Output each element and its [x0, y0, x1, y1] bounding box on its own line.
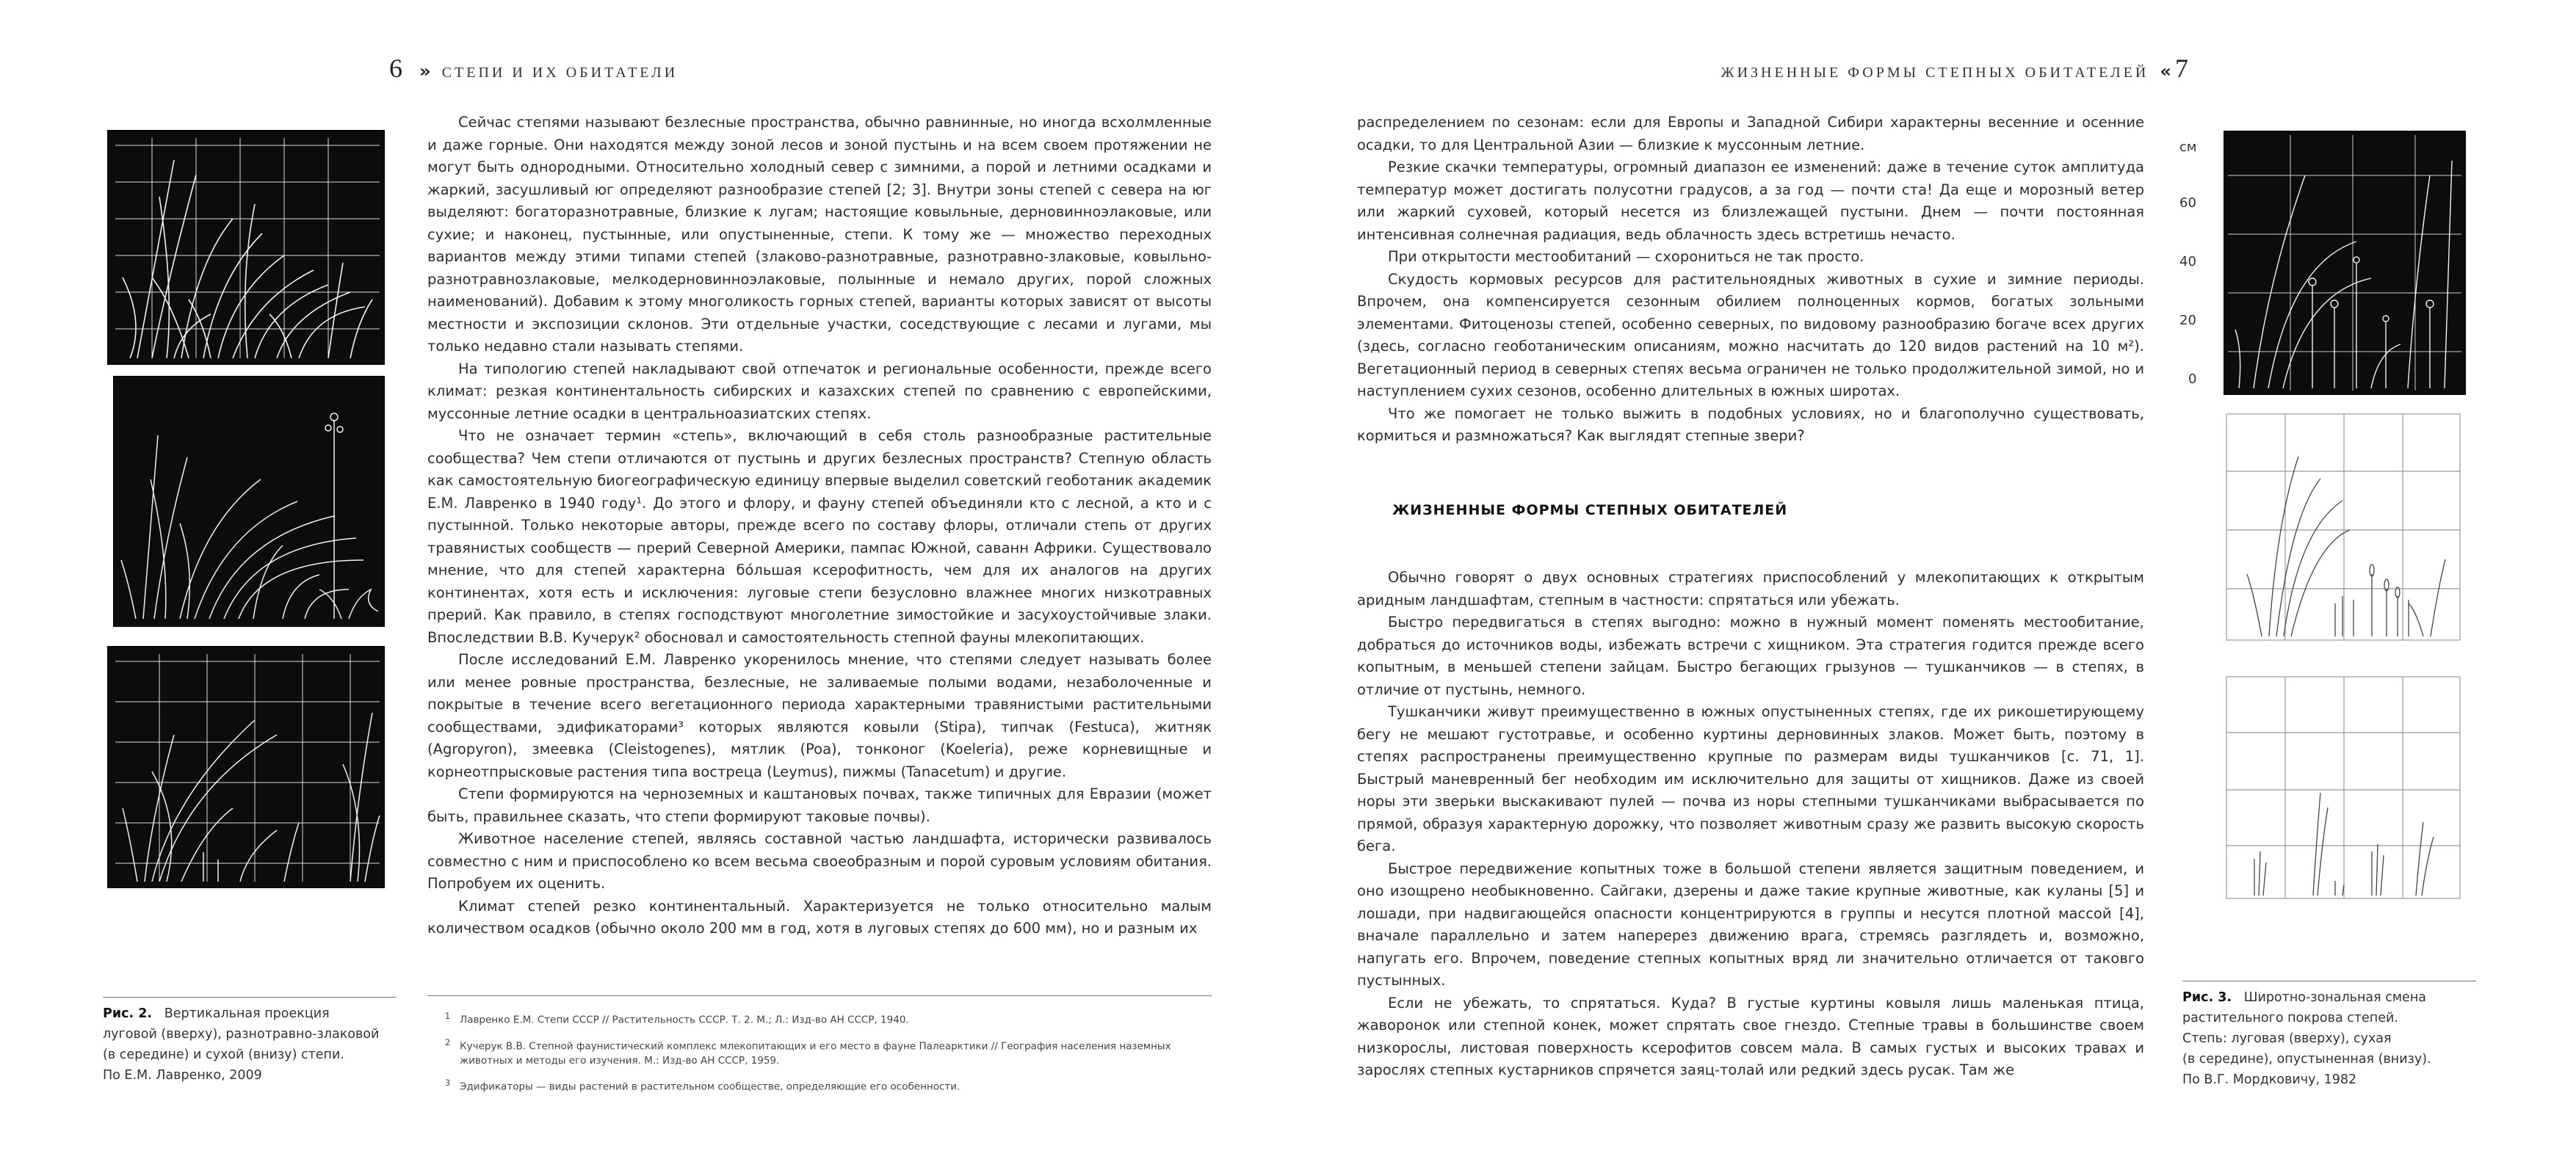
paragraph: На типологию степей накладывают свой отпечаток и региональные особенности, прежде всего климат: резкая континентальность сибирских и казахских степей по сравнению с европейскими, муссонные летние осадки в центральноазиатских степях. — [427, 360, 1212, 422]
figure-3-dry-steppe — [2225, 413, 2461, 642]
paragraph: Тушканчики живут преимущественно в южных опустыненных степях, где их рикошетирующему бегу не мешают густотравье, и особенно куртины дерновинных злаков. Может быть, поэтому в степях распространены преимущественно крупные по размерам виды тушканчиков [с. 71, 1]. Быстрый маневренный бег необходим им исключительно для защиты от хищников. Даже из своей норы эти зверьки выскакивают пулей — почва из норы степными тушканчиками выбрасывается по прямой, образуя характерную дорожку, что позволяет животным сразу же развить высокую скорость бега. — [1357, 703, 2144, 854]
figure-3-caption — [2182, 981, 2476, 1090]
paragraph: Обычно говорят о двух основных стратегиях приспособлений у млекопитающих к открытым аридным ландшафтам, степным в частности: спрятаться или убежать. — [1357, 569, 2144, 609]
figure-2-caption-line: По Е.М. Лавренко, 2009 — [103, 1068, 262, 1083]
paragraph: Что не означает термин «степь», включающий в себя столь разнообразные растительные сообщества? Чем степи отличаются от пустынь и других безлесных пространств? Степную область как самостоятельную биогеографическую единицу впервые выделил советский геоботаник академик Е.М. Лавренко в 1940 году¹. До этого и флору, и фауну степей объединяли кто с лесной, а кто и с пустынной. Только некоторые авторы, прежде всего по составу флоры, отличали степь от других травянистых сообществ — прерий Северной Америки, пампас Южной, саванн Африки. Существовало мнение, что для степей характерна бо́льшая ксерофитность, чем для их аналогов на других континентах, хотя есть и исключения: луговые степи безусловно влажнее многих низкотравных прерий. Как правило, в степях господствуют многолетние зимостойкие и засухоустойчивые злаки. Впоследствии В.В. Кучерук² обосновал и самостоятельность степной фауны млекопитающих. — [427, 427, 1212, 646]
left-header-title: СТЕПИ И ИХ ОБИТАТЕЛИ — [441, 65, 679, 81]
left-page-number: 6 — [389, 54, 402, 83]
caption-rule — [103, 997, 397, 998]
figure-2-caption-line: Вертикальная проекция — [164, 1006, 330, 1021]
section-heading: ЖИЗНЕННЫЕ ФОРМЫ СТЕПНЫХ ОБИТАТЕЛЕЙ — [1392, 502, 1788, 518]
paragraph: Что же помогает не только выжить в подобных условиях, но и благополучно существовать, кормиться и размножаться? Как выглядят степные звери? — [1357, 404, 2144, 444]
right-header-marker: « — [2160, 61, 2171, 81]
paragraph: распределением по сезонам: если для Европы и Западной Сибири характерны весенние и осенние осадки, то для Центральной Азии — близкие к муссонным летние. — [1357, 114, 2144, 153]
figure-3-caption-line: Широтно-зональная смена — [2243, 990, 2426, 1005]
figure-3-caption-line: (в середине), опустыненная (внизу). — [2182, 1052, 2431, 1067]
left-main-text — [427, 112, 1212, 940]
scale-tick: 60 — [2179, 195, 2196, 211]
footnote: $^1$ Лавренко Е.М. Степи СССР // Растительность СССР. Т. 2. М.; Л.: Изд-во АН СССР, 1940. — [445, 1012, 909, 1026]
figure-2-caption-line: (в середине) и сухой (внизу) степи. — [103, 1047, 344, 1062]
scale-tick: 20 — [2179, 313, 2196, 328]
paragraph: Сейчас степями называют безлесные пространства, обычно равнинные, но иногда всхолмленные и даже горные. Они находятся между зоной лесов и зоной пустынь и на всем своем протяжении не могут быть однородными. Относительно холодный север с зимними, а порой и летними осадками и жаркий, засушливый юг определяют разнообразие степей [2; 3]. Внутри зоны степей с севера на юг выделяют: богаторазнотравные, близкие к лугам; настоящие ковыльные, дерновинноэлаковые, или сухие; и наконец, пустынные, или опустыненные, степи. К тому же — множество переходных вариантов между этими типами степей (злаково-разнотравные, разнотравно-злаковые, ковыльно-разнотравнозлаковые, мелкодерновинноэлаковые, полынные и немало других, порой сложных наименований). Добавим к этому многоликость горных степей, варианты которых зависят от высоты местности и экспозиции склонов. Эти отдельные участки, соседствующие с лесами и лугами, мы только недавно стали называть степями. — [427, 114, 1212, 355]
right-main-text-top — [1357, 112, 2144, 448]
right-page-number: 7 — [2175, 54, 2188, 83]
figure-2-caption-line: луговой (вверху), разнотравно-злаковой — [103, 1027, 380, 1042]
paragraph: Резкие скачки температуры, огромный диапазон ее изменений: даже в течение суток амплитуда температур может достигать полусотни градусов, а за год — почти ста! Да еще и морозный ветер или жаркий суховей, который несется из близлежащей пустыни. Днем — почти постоянная интенсивная солнечная радиация, ведь облачность здесь встретишь нечасто. — [1357, 159, 2144, 243]
figure-3-caption-line: Степь: луговая (вверху), сухая — [2182, 1031, 2392, 1046]
footnote-rule — [427, 995, 1212, 996]
right-header-title: ЖИЗНЕННЫЕ ФОРМЫ СТЕПНЫХ ОБИТАТЕЛЕЙ — [1721, 65, 2149, 81]
paragraph: Быстро передвигаться в степях выгодно: можно в нужный момент поменять местообитание, добраться до источников воды, избежать встречи с хищником. Эта стратегия годится прежде всего копытным, в меньшей степени зайцам. Быстро бегающих грызунов — тушканчиков — в степях, в отличие от пустынь, немного. — [1357, 614, 2144, 698]
left-header-marker: » — [419, 61, 431, 81]
figure-2-label: Рис. 2. — [103, 1006, 153, 1021]
figure-3-caption-line: растительного покрова степей. — [2182, 1011, 2398, 1025]
figure-3-scale — [2179, 135, 2215, 399]
footnotes — [427, 995, 1212, 1103]
scale-tick: 40 — [2179, 254, 2196, 269]
paragraph: Если не убежать, то спрятаться. Куда? В густые куртины ковыля лишь маленькая птица, жаворонок или степной конек, может спрятать свое гнездо. Степные травы в большинстве своем низкорослы, листовая поверхность ксерофитов совсем мала. В самых густых и высоких травах и зарослях степных кустарников спрячется заяц-толай или редкий здесь русак. Там же — [1357, 994, 2144, 1078]
footnote: $^2$ Кучерук В.В. Степной фаунистический комплекс млекопитающих и его место в фауне Палеарктики // География населения наземных животных и методы его изучения. М.: Изд-во АН СССР, 1959. — [445, 1037, 1171, 1067]
figure-3-caption-line: По В.Г. Мордковичу, 1982 — [2182, 1072, 2357, 1087]
figure-3-desert-steppe — [2225, 675, 2461, 900]
footnote: $^3$ Эдификаторы — виды растений в растительном сообществе, определяющие его особенности. — [445, 1078, 960, 1093]
right-running-header — [1682, 53, 2188, 85]
scale-unit: см — [2179, 139, 2197, 155]
paragraph: Скудость кормовых ресурсов для растительноядных животных в сухие и зимние периоды. Впрочем, она компенсируется сезонным обилием полноценных кормов, богатых зольными элементами. Фитоценозы степей, особенно северных, по видовому разнообразию богаче всех других (здесь, согласно геоботаническим описаниям, можно насчитать до 120 видов растений на 10 м²). Вегетационный период в северных степях весьма ограничен не только продолжительной зимой, но и наступлением сухих сезонов, особенно длительных в южных широтах. — [1357, 270, 2144, 399]
paragraph: Климат степей резко континентальный. Характеризуется не только относительно малым количеством осадков (обычно около 200 мм в год, хотя в луговых степях до 600 мм), но и разным их — [427, 897, 1212, 937]
left-running-header — [389, 53, 903, 85]
figure-3-meadow-steppe — [2224, 131, 2466, 395]
figure-2-caption — [103, 997, 397, 1086]
right-main-text-bottom — [1357, 567, 2144, 1082]
figure-2-grass-steppe — [113, 376, 385, 627]
paragraph: Степи формируются на черноземных и каштановых почвах, также типичных для Евразии (может быть, правильнее сказать, что степи формируют таковые почвы). — [427, 785, 1212, 825]
paragraph: После исследований Е.М. Лавренко укоренилось мнение, что степями следует называть более или менее ровные пространства, безлесные, не заливаемые полыми водами, незаболоченные и покрытые в течение всего вегетационного периода характерными травянистыми растительными сообществами, эдификаторами³ которых являются ковыли (Stipa), типчак (Festuca), житняк (Agropyron), змеевка (Cleistogenes), мятлик (Poa), тонконог (Koeleria), реже корневищные и корнеотпрысковые растения типа вострeца (Leymus), пижмы (Tanacetum) и другие. — [427, 651, 1212, 780]
scale-tick: 0 — [2188, 371, 2197, 387]
figure-2-meadow-steppe — [107, 130, 385, 365]
paragraph: Животное население степей, являясь составной частью ландшафта, исторически развивалось совместно с ним и приспособлено ко всем весьма своеобразным и порой суровым условиям обитания. Попробуем их оценить. — [427, 830, 1212, 892]
figure-2-dry-steppe — [107, 646, 385, 888]
paragraph: При открытости местообитаний — схорониться не так просто. — [1388, 248, 1864, 265]
paragraph: Быстрое передвижение копытных тоже в большой степени является защитным поведением, и оно изощрено необыкновенно. Сайгаки, дзерены и даже такие крупные животные, как куланы [5] и лошади, при надвигающейся опасности концентрируются в группы и несутся плотной массой [4], вначале параллельно и затем наперерез движению врага, стремясь разглядеть и, возможно, напугать его. Впрочем, поведение степных копытных вряд ли значительно отличается от таковго пустынных. — [1357, 860, 2144, 989]
figure-3-label: Рис. 3. — [2182, 990, 2232, 1005]
